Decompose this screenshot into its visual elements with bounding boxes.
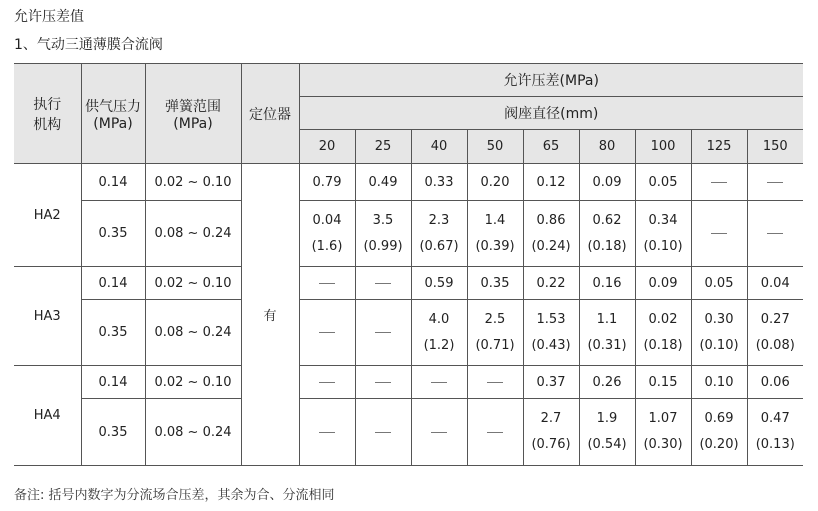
value-cell (635, 399, 691, 466)
split-flow-value: (0.10) (643, 238, 683, 254)
value-text: 0.33 (424, 174, 454, 190)
dash-mark (711, 182, 727, 183)
value-cell (691, 201, 747, 267)
dash-mark (711, 233, 727, 234)
header-size-25: 25 (355, 130, 411, 164)
dash-mark (431, 432, 447, 433)
split-flow-value: (0.67) (419, 238, 459, 254)
dash-mark (319, 332, 335, 333)
value-cell (411, 399, 467, 466)
supply-pressure-cell: 0.35 (81, 300, 145, 366)
spring-range-cell: 0.08 ~ 0.24 (145, 300, 241, 366)
value-text: 0.37 (536, 374, 566, 390)
value-cell (691, 267, 747, 300)
value-cell (747, 300, 803, 366)
value-text: 0.09 (648, 275, 678, 291)
value-cell (467, 164, 523, 201)
split-flow-value: (0.30) (643, 437, 683, 452)
value-text: 0.09 (592, 174, 622, 190)
dash-mark (375, 432, 391, 433)
positioner-cell: 有 (241, 164, 299, 466)
value-cell (747, 201, 803, 267)
value-text: 1.1 (596, 311, 618, 327)
value-cell (299, 300, 355, 366)
split-flow-value: (1.2) (423, 337, 455, 353)
table-row (14, 164, 803, 201)
split-flow-value: (0.71) (475, 337, 515, 353)
value-cell (523, 399, 579, 466)
value-text: 3.5 (372, 212, 394, 228)
value-cell (579, 201, 635, 267)
supply-pressure-cell: 0.35 (81, 201, 145, 267)
supply-pressure-cell: 0.35 (81, 399, 145, 466)
value-cell (467, 366, 523, 399)
supply-pressure-cell: 0.14 (81, 366, 145, 399)
actuator-cell: HA4 (14, 366, 81, 466)
header-spring-range: 弹簧范围 (MPa) (145, 64, 241, 164)
value-text: 0.10 (704, 374, 734, 390)
value-cell (355, 399, 411, 466)
value-cell (523, 300, 579, 366)
actuator-cell: HA2 (14, 164, 81, 267)
split-flow-value: (0.08) (755, 337, 795, 353)
value-cell (747, 267, 803, 300)
section-subtitle: 1、气动三通薄膜合流阀 (14, 37, 163, 53)
dash-mark (375, 382, 391, 383)
value-cell (579, 267, 635, 300)
value-cell (299, 399, 355, 466)
value-text: 0.47 (760, 411, 790, 426)
value-cell (355, 267, 411, 300)
value-cell (355, 366, 411, 399)
spring-range-cell: 0.02 ~ 0.10 (145, 366, 241, 399)
dash-mark (319, 432, 335, 433)
value-text: 0.20 (480, 174, 510, 190)
value-cell (523, 366, 579, 399)
value-text: 0.05 (704, 275, 734, 291)
split-flow-value: (0.43) (531, 337, 571, 353)
value-cell (467, 300, 523, 366)
value-cell (467, 267, 523, 300)
value-cell (411, 201, 467, 267)
value-text: 0.26 (592, 374, 622, 390)
dash-mark (319, 283, 335, 284)
header-actuator: 执行 机构 (14, 64, 81, 164)
header-size-100: 100 (635, 130, 691, 164)
split-flow-value: (0.20) (699, 437, 739, 452)
dash-mark (487, 432, 503, 433)
table-row (14, 267, 803, 300)
value-text: 1.9 (596, 411, 618, 426)
value-cell (299, 267, 355, 300)
value-cell (691, 164, 747, 201)
value-text: 0.16 (592, 275, 622, 291)
value-text: 0.27 (760, 311, 790, 327)
table-row (14, 201, 803, 267)
supply-pressure-cell: 0.14 (81, 164, 145, 201)
header-seat-diameter: 阀座直径(mm) (299, 97, 803, 130)
value-cell (467, 399, 523, 466)
value-cell (523, 267, 579, 300)
header-size-50: 50 (467, 130, 523, 164)
table-row (14, 300, 803, 366)
split-flow-value: (0.10) (699, 337, 739, 353)
spring-range-cell: 0.08 ~ 0.24 (145, 399, 241, 466)
header-size-20: 20 (299, 130, 355, 164)
value-text: 0.15 (648, 374, 678, 390)
value-cell (299, 366, 355, 399)
value-text: 4.0 (428, 311, 450, 327)
value-text: 0.49 (368, 174, 398, 190)
split-flow-value: (0.18) (587, 238, 627, 254)
split-flow-value: (0.18) (643, 337, 683, 353)
value-text: 0.30 (704, 311, 734, 327)
header-allowed-pressure: 允许压差(MPa) (299, 64, 803, 97)
table-row (14, 399, 803, 466)
header-supply-pressure: 供气压力 (MPa) (81, 64, 145, 164)
value-cell (579, 399, 635, 466)
spring-range-cell: 0.02 ~ 0.10 (145, 267, 241, 300)
dash-mark (487, 382, 503, 383)
value-text: 2.3 (428, 212, 450, 228)
value-text: 0.04 (760, 275, 790, 291)
value-cell (467, 201, 523, 267)
value-cell (579, 164, 635, 201)
value-cell (747, 366, 803, 399)
value-text: 0.69 (704, 411, 734, 426)
split-flow-value: (0.39) (475, 238, 515, 254)
actuator-cell: HA3 (14, 267, 81, 366)
value-text: 0.12 (536, 174, 566, 190)
value-cell (411, 164, 467, 201)
value-text: 0.06 (760, 374, 790, 390)
value-text: 0.79 (312, 174, 342, 190)
header-positioner: 定位器 (241, 64, 299, 164)
value-cell (747, 164, 803, 201)
split-flow-value: (0.99) (363, 238, 403, 254)
dash-mark (767, 233, 783, 234)
value-cell (635, 300, 691, 366)
value-text: 0.04 (312, 212, 342, 228)
value-cell (635, 267, 691, 300)
value-cell (635, 201, 691, 267)
value-text: 0.02 (648, 311, 678, 327)
dash-mark (319, 382, 335, 383)
value-cell (579, 300, 635, 366)
value-cell (355, 164, 411, 201)
dash-mark (431, 382, 447, 383)
value-cell (691, 399, 747, 466)
footnote: 备注: 括号内数字为分流场合压差，其余为合、分流相同 (14, 488, 335, 503)
value-cell (355, 201, 411, 267)
value-cell (411, 267, 467, 300)
value-cell (299, 201, 355, 267)
table-row (14, 366, 803, 399)
split-flow-value: (0.76) (531, 437, 571, 452)
value-cell (579, 366, 635, 399)
split-flow-value: (0.13) (755, 437, 795, 452)
header-size-150: 150 (747, 130, 803, 164)
header-size-125: 125 (691, 130, 747, 164)
value-text: 2.5 (484, 311, 506, 327)
value-cell (635, 164, 691, 201)
value-cell (411, 366, 467, 399)
value-text: 0.22 (536, 275, 566, 291)
spring-range-cell: 0.02 ~ 0.10 (145, 164, 241, 201)
value-cell (299, 164, 355, 201)
split-flow-value: (0.54) (587, 437, 627, 452)
value-cell (635, 366, 691, 399)
value-text: 1.4 (484, 212, 506, 228)
value-cell (523, 164, 579, 201)
value-cell (691, 300, 747, 366)
value-cell (411, 300, 467, 366)
value-text: 0.34 (648, 212, 678, 228)
value-text: 0.59 (424, 275, 454, 291)
header-size-80: 80 (579, 130, 635, 164)
pressure-difference-table (14, 63, 803, 466)
dash-mark (375, 283, 391, 284)
value-text: 0.05 (648, 174, 678, 190)
value-text: 2.7 (540, 411, 562, 426)
header-size-65: 65 (523, 130, 579, 164)
dash-mark (375, 332, 391, 333)
split-flow-value: (0.24) (531, 238, 571, 254)
header-size-40: 40 (411, 130, 467, 164)
value-text: 0.86 (536, 212, 566, 228)
value-text: 0.62 (592, 212, 622, 228)
value-text: 1.07 (648, 411, 678, 426)
dash-mark (767, 182, 783, 183)
value-cell (747, 399, 803, 466)
spring-range-cell: 0.08 ~ 0.24 (145, 201, 241, 267)
split-flow-value: (0.31) (587, 337, 627, 353)
value-text: 1.53 (536, 311, 566, 327)
value-cell (523, 201, 579, 267)
value-text: 0.35 (480, 275, 510, 291)
value-cell (355, 300, 411, 366)
supply-pressure-cell: 0.14 (81, 267, 145, 300)
split-flow-value: (1.6) (311, 238, 343, 254)
value-cell (691, 366, 747, 399)
page-title: 允许压差值 (14, 9, 84, 25)
